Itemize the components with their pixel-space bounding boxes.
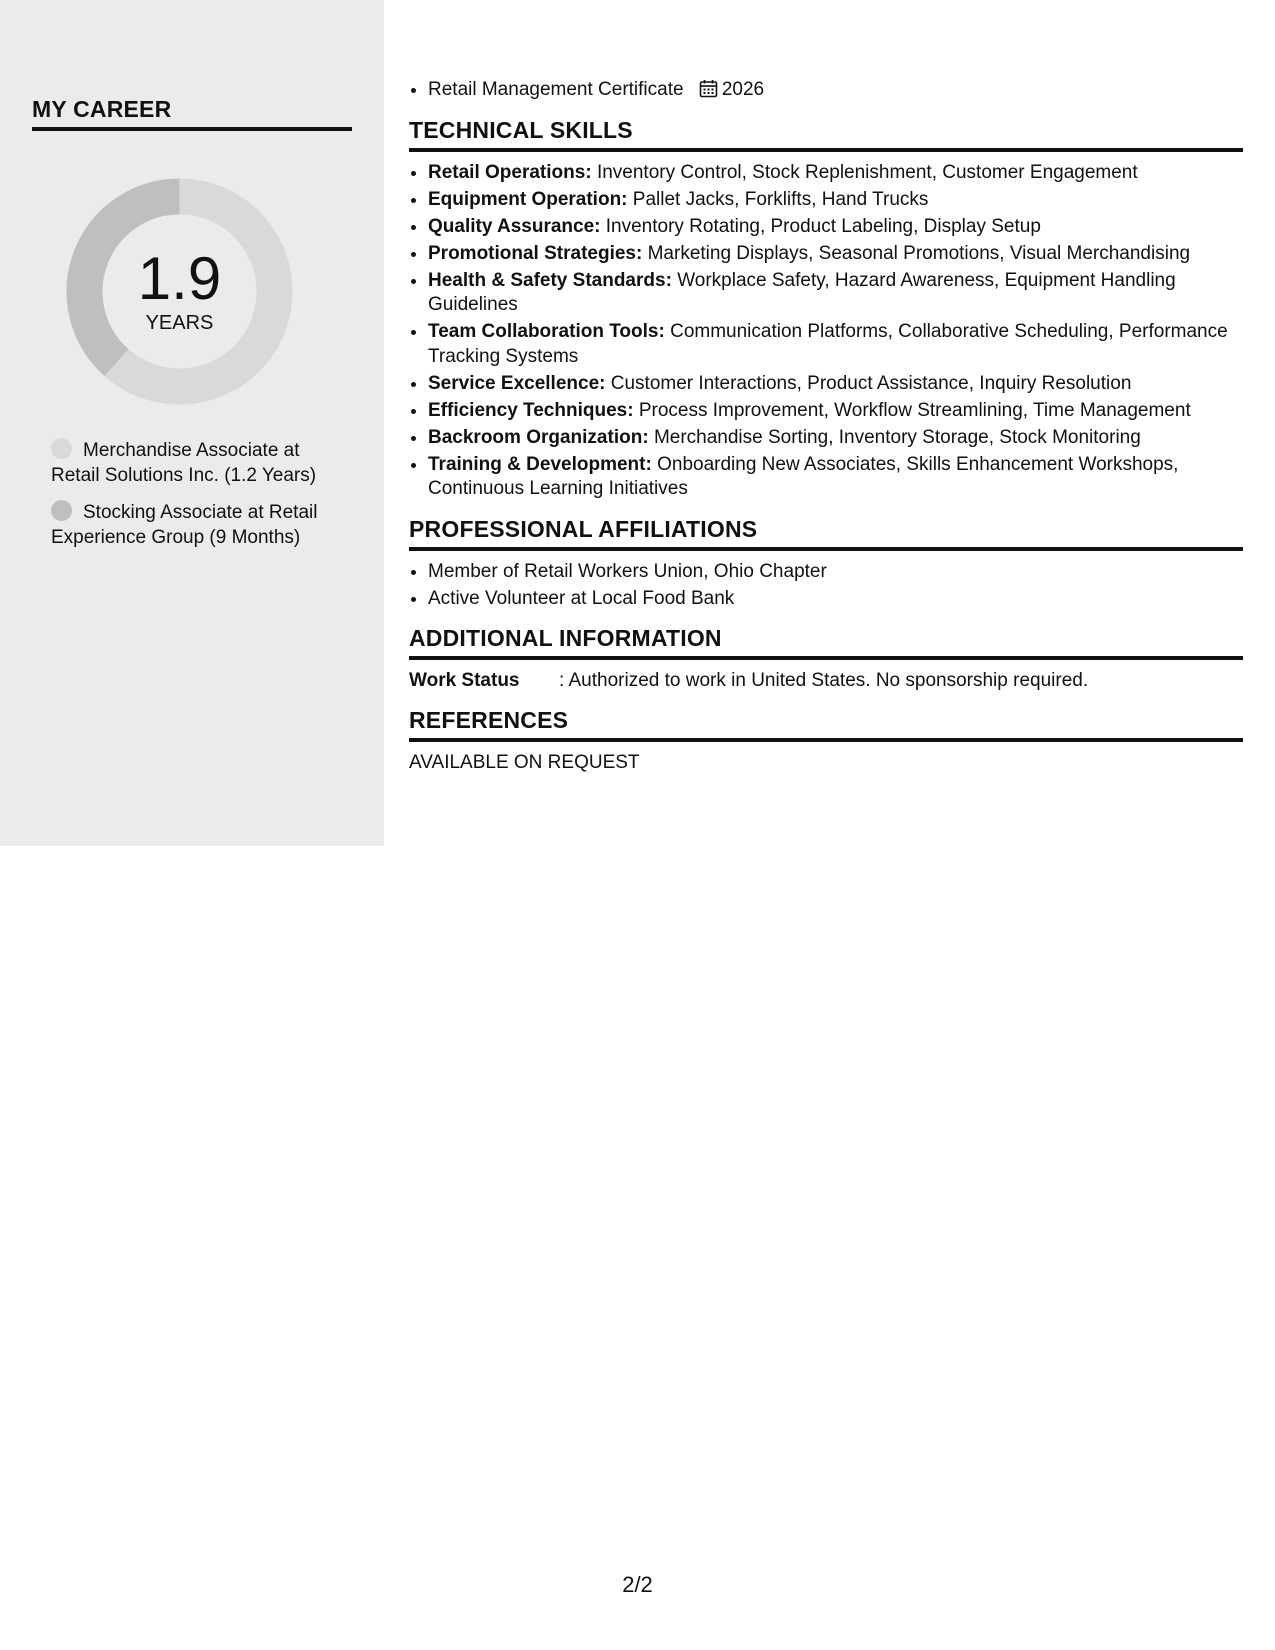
certification-item <box>428 78 1243 103</box>
skill-key: Equipment Operation: <box>428 188 628 210</box>
career-total-unit: YEARS <box>145 312 214 334</box>
skill-value: Workplace Safety, Hazard Awareness, Equipment Handling Guidelines <box>428 269 1176 315</box>
technical-skills-list <box>409 161 1243 502</box>
skill-value: Customer Interactions, Product Assistance, Inquiry Resolution <box>610 372 1132 394</box>
skill-key: Quality Assurance: <box>428 215 601 237</box>
affiliation-item: • Active Volunteer at Local Food Bank <box>428 587 1243 612</box>
affiliation-item: • Member of Retail Workers Union, Ohio Chapter <box>428 560 1243 585</box>
skill-key: Team Collaboration Tools: <box>428 321 665 342</box>
work-status-value: : Authorized to work in United States. No sponsorship required. <box>559 670 1089 691</box>
legend-label: Stocking Associate at Retail Experience Group (9 Months) <box>51 502 318 548</box>
work-status-row <box>409 669 1243 693</box>
skill-value: Pallet Jacks, Forklifts, Hand Trucks <box>632 188 929 210</box>
skill-key: Health & Safety Standards: <box>428 269 672 291</box>
legend-item <box>51 438 341 488</box>
skill-value: Merchandise Sorting, Inventory Storage, Stock Monitoring <box>653 426 1141 448</box>
career-total-value: 1.9 <box>137 245 222 312</box>
skill-value: Onboarding New Associates, Skills Enhancement Workshops, Continuous Learning Initiatives <box>428 453 1179 499</box>
references-heading: REFERENCES <box>409 707 1243 742</box>
skill-item <box>428 188 1243 213</box>
skill-key: Service Excellence: <box>428 372 606 394</box>
technical-skills-heading: TECHNICAL SKILLS <box>409 117 1243 152</box>
career-legend <box>51 438 341 562</box>
skill-key: Retail Operations: <box>428 161 592 183</box>
skill-item <box>428 269 1243 318</box>
skill-key: Backroom Organization: <box>428 426 649 448</box>
skill-item <box>428 320 1243 369</box>
work-status-label: Work Status <box>409 670 520 691</box>
skill-key: Efficiency Techniques: <box>428 399 634 421</box>
references-text: AVAILABLE ON REQUEST <box>409 752 640 773</box>
certification-date <box>699 79 764 100</box>
legend-dot-icon <box>51 500 72 521</box>
skill-item <box>428 242 1243 267</box>
affiliations-heading: PROFESSIONAL AFFILIATIONS <box>409 516 1243 551</box>
certification-year: 2026 <box>721 79 765 100</box>
career-heading: MY CAREER <box>32 96 352 131</box>
skill-value: Process Improvement, Workflow Streamlining, Time Management <box>638 399 1191 421</box>
skill-key: Promotional Strategies: <box>428 242 643 264</box>
skill-item <box>428 399 1243 424</box>
skill-item <box>428 453 1243 502</box>
legend-item <box>51 500 341 550</box>
skill-item <box>428 372 1243 397</box>
certification-name: Retail Management Certificate <box>428 79 684 100</box>
page-number: 2/2 <box>622 1572 653 1597</box>
skill-item <box>428 161 1243 186</box>
skill-key: Training & Development: <box>428 453 652 475</box>
certification-list <box>409 78 1243 103</box>
legend-dot-icon <box>51 438 72 459</box>
skill-item <box>428 426 1243 451</box>
skill-value: Inventory Rotating, Product Labeling, Display Setup <box>605 215 1041 237</box>
skill-value: Communication Platforms, Collaborative Scheduling, Performance Tracking Systems <box>428 321 1228 367</box>
skill-value: Marketing Displays, Seasonal Promotions, Visual Merchandising <box>647 242 1191 264</box>
skill-item <box>428 215 1243 240</box>
skill-value: Inventory Control, Stock Replenishment, Customer Engagement <box>596 161 1138 183</box>
main-content <box>409 78 1243 775</box>
additional-info-heading: ADDITIONAL INFORMATION <box>409 625 1243 660</box>
affiliations-list <box>409 560 1243 612</box>
calendar-icon <box>699 79 718 98</box>
career-sidebar <box>0 0 384 846</box>
legend-label: Merchandise Associate at Retail Solutions Inc. (1.2 Years) <box>51 440 317 486</box>
